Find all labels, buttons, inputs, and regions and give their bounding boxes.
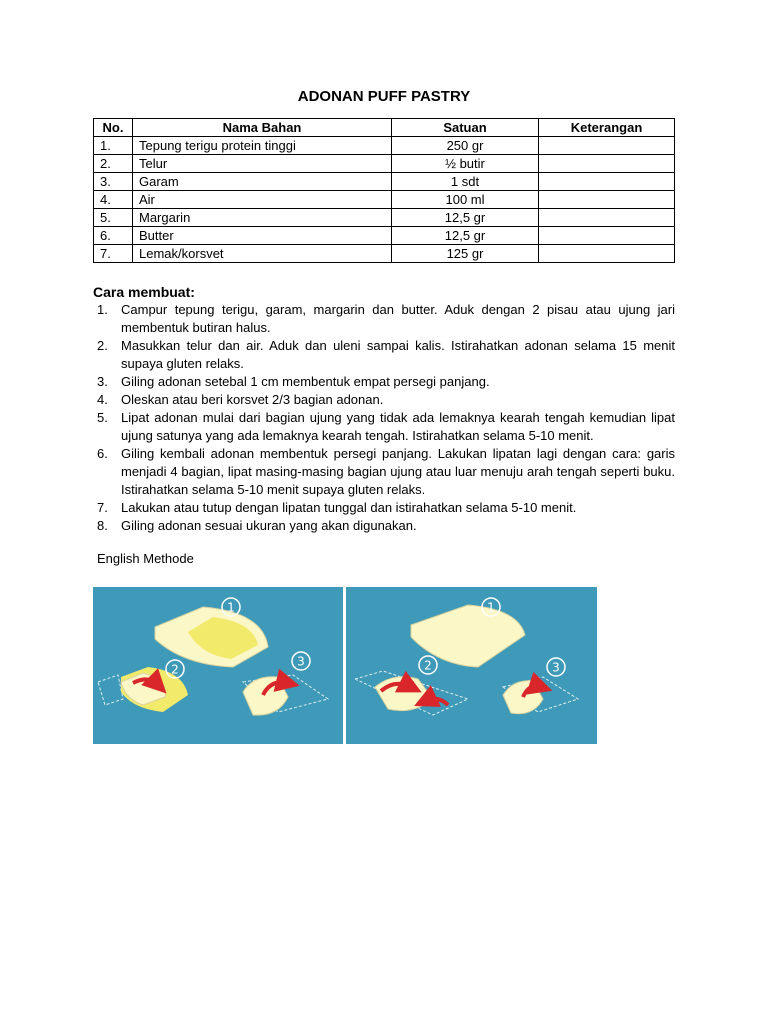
badge-number: 2 [424, 658, 432, 673]
step-text: Giling kembali adonan membentuk persegi panjang. Lakukan lipatan lagi dengan cara: garis menjadi 4 bagian, lipat masing-masing bagian ujung atau luar menuju arah tengah seperti buku. Istirahatkan selama 5-10 menit supaya gluten relaks. [121, 446, 675, 497]
table-row [94, 245, 675, 263]
header-nama-bahan: Nama Bahan [133, 119, 392, 137]
cell-no: 6. [94, 227, 133, 245]
header-keterangan: Keterangan [539, 119, 675, 137]
cell-no: 1. [94, 137, 133, 155]
list-item [93, 409, 675, 445]
badge-number: 1 [227, 600, 235, 615]
list-item [93, 337, 675, 373]
cell-unit: 125 gr [392, 245, 539, 263]
table-row [94, 137, 675, 155]
step-text: Lakukan atau tutup dengan lipatan tunggal dan istirahatkan selama 5-10 menit. [121, 500, 577, 515]
step-number: 3. [97, 374, 108, 389]
cell-no: 2. [94, 155, 133, 173]
cell-unit: ½ butir [392, 155, 539, 173]
step-text: Giling adonan sesuai ukuran yang akan digunakan. [121, 518, 417, 533]
step-number: 4. [97, 392, 108, 407]
cell-note [539, 137, 675, 155]
step-number: 8. [97, 518, 108, 533]
table-row [94, 155, 675, 173]
header-no: No. [94, 119, 133, 137]
cell-no: 3. [94, 173, 133, 191]
list-item [93, 301, 675, 337]
cell-unit: 250 gr [392, 137, 539, 155]
cara-membuat-heading: Cara membuat: [93, 284, 195, 300]
steps-list [93, 301, 675, 535]
cell-note [539, 155, 675, 173]
step-number: 5. [97, 410, 108, 425]
cell-unit: 1 sdt [392, 173, 539, 191]
header-satuan: Satuan [392, 119, 539, 137]
panel-book-fold [346, 587, 597, 744]
cell-note [539, 191, 675, 209]
list-item [93, 445, 675, 499]
table-row [94, 227, 675, 245]
table-row [94, 191, 675, 209]
cell-name: Telur [133, 155, 392, 173]
cell-name: Margarin [133, 209, 392, 227]
cell-no: 5. [94, 209, 133, 227]
cell-note [539, 209, 675, 227]
step-number: 1. [97, 302, 108, 317]
cell-name: Tepung terigu protein tinggi [133, 137, 392, 155]
step-text: Giling adonan setebal 1 cm membentuk empat persegi panjang. [121, 374, 490, 389]
table-header-row [94, 119, 675, 137]
badge-number: 1 [487, 600, 495, 615]
cell-unit: 100 ml [392, 191, 539, 209]
cell-name: Lemak/korsvet [133, 245, 392, 263]
list-item [93, 373, 675, 391]
cell-unit: 12,5 gr [392, 227, 539, 245]
cell-name: Garam [133, 173, 392, 191]
step-text: Oleskan atau beri korsvet 2/3 bagian adonan. [121, 392, 384, 407]
folding-illustration [93, 587, 597, 744]
step-text: Lipat adonan mulai dari bagian ujung yang tidak ada lemaknya kearah tengah kemudian lipat ujung satunya yang ada lemaknya kearah tengah. Istirahatkan selama 5-10 menit. [121, 410, 675, 443]
cell-note [539, 227, 675, 245]
page-title: ADONAN PUFF PASTRY [297, 88, 471, 105]
ingredients-table [93, 118, 675, 263]
list-item [93, 499, 675, 517]
table-row [94, 209, 675, 227]
english-method-label: English Methode [97, 551, 194, 566]
step-number: 7. [97, 500, 108, 515]
cell-no: 7. [94, 245, 133, 263]
cell-unit: 12,5 gr [392, 209, 539, 227]
cell-note [539, 245, 675, 263]
list-item [93, 517, 675, 535]
step-number: 2. [97, 338, 108, 353]
cell-no: 4. [94, 191, 133, 209]
cell-name: Air [133, 191, 392, 209]
badge-number: 2 [171, 662, 179, 677]
table-row [94, 173, 675, 191]
badge-number: 3 [552, 660, 560, 675]
step-number: 6. [97, 446, 108, 461]
list-item [93, 391, 675, 409]
cell-name: Butter [133, 227, 392, 245]
step-text: Masukkan telur dan air. Aduk dan uleni sampai kalis. Istirahatkan adonan selama 15 menit supaya gluten relaks. [121, 338, 675, 371]
badge-number: 3 [297, 654, 305, 669]
step-text: Campur tepung terigu, garam, margarin dan butter. Aduk dengan 2 pisau atau ujung jari membentuk butiran halus. [121, 302, 675, 335]
panel-single-fold [93, 587, 343, 744]
cell-note [539, 173, 675, 191]
